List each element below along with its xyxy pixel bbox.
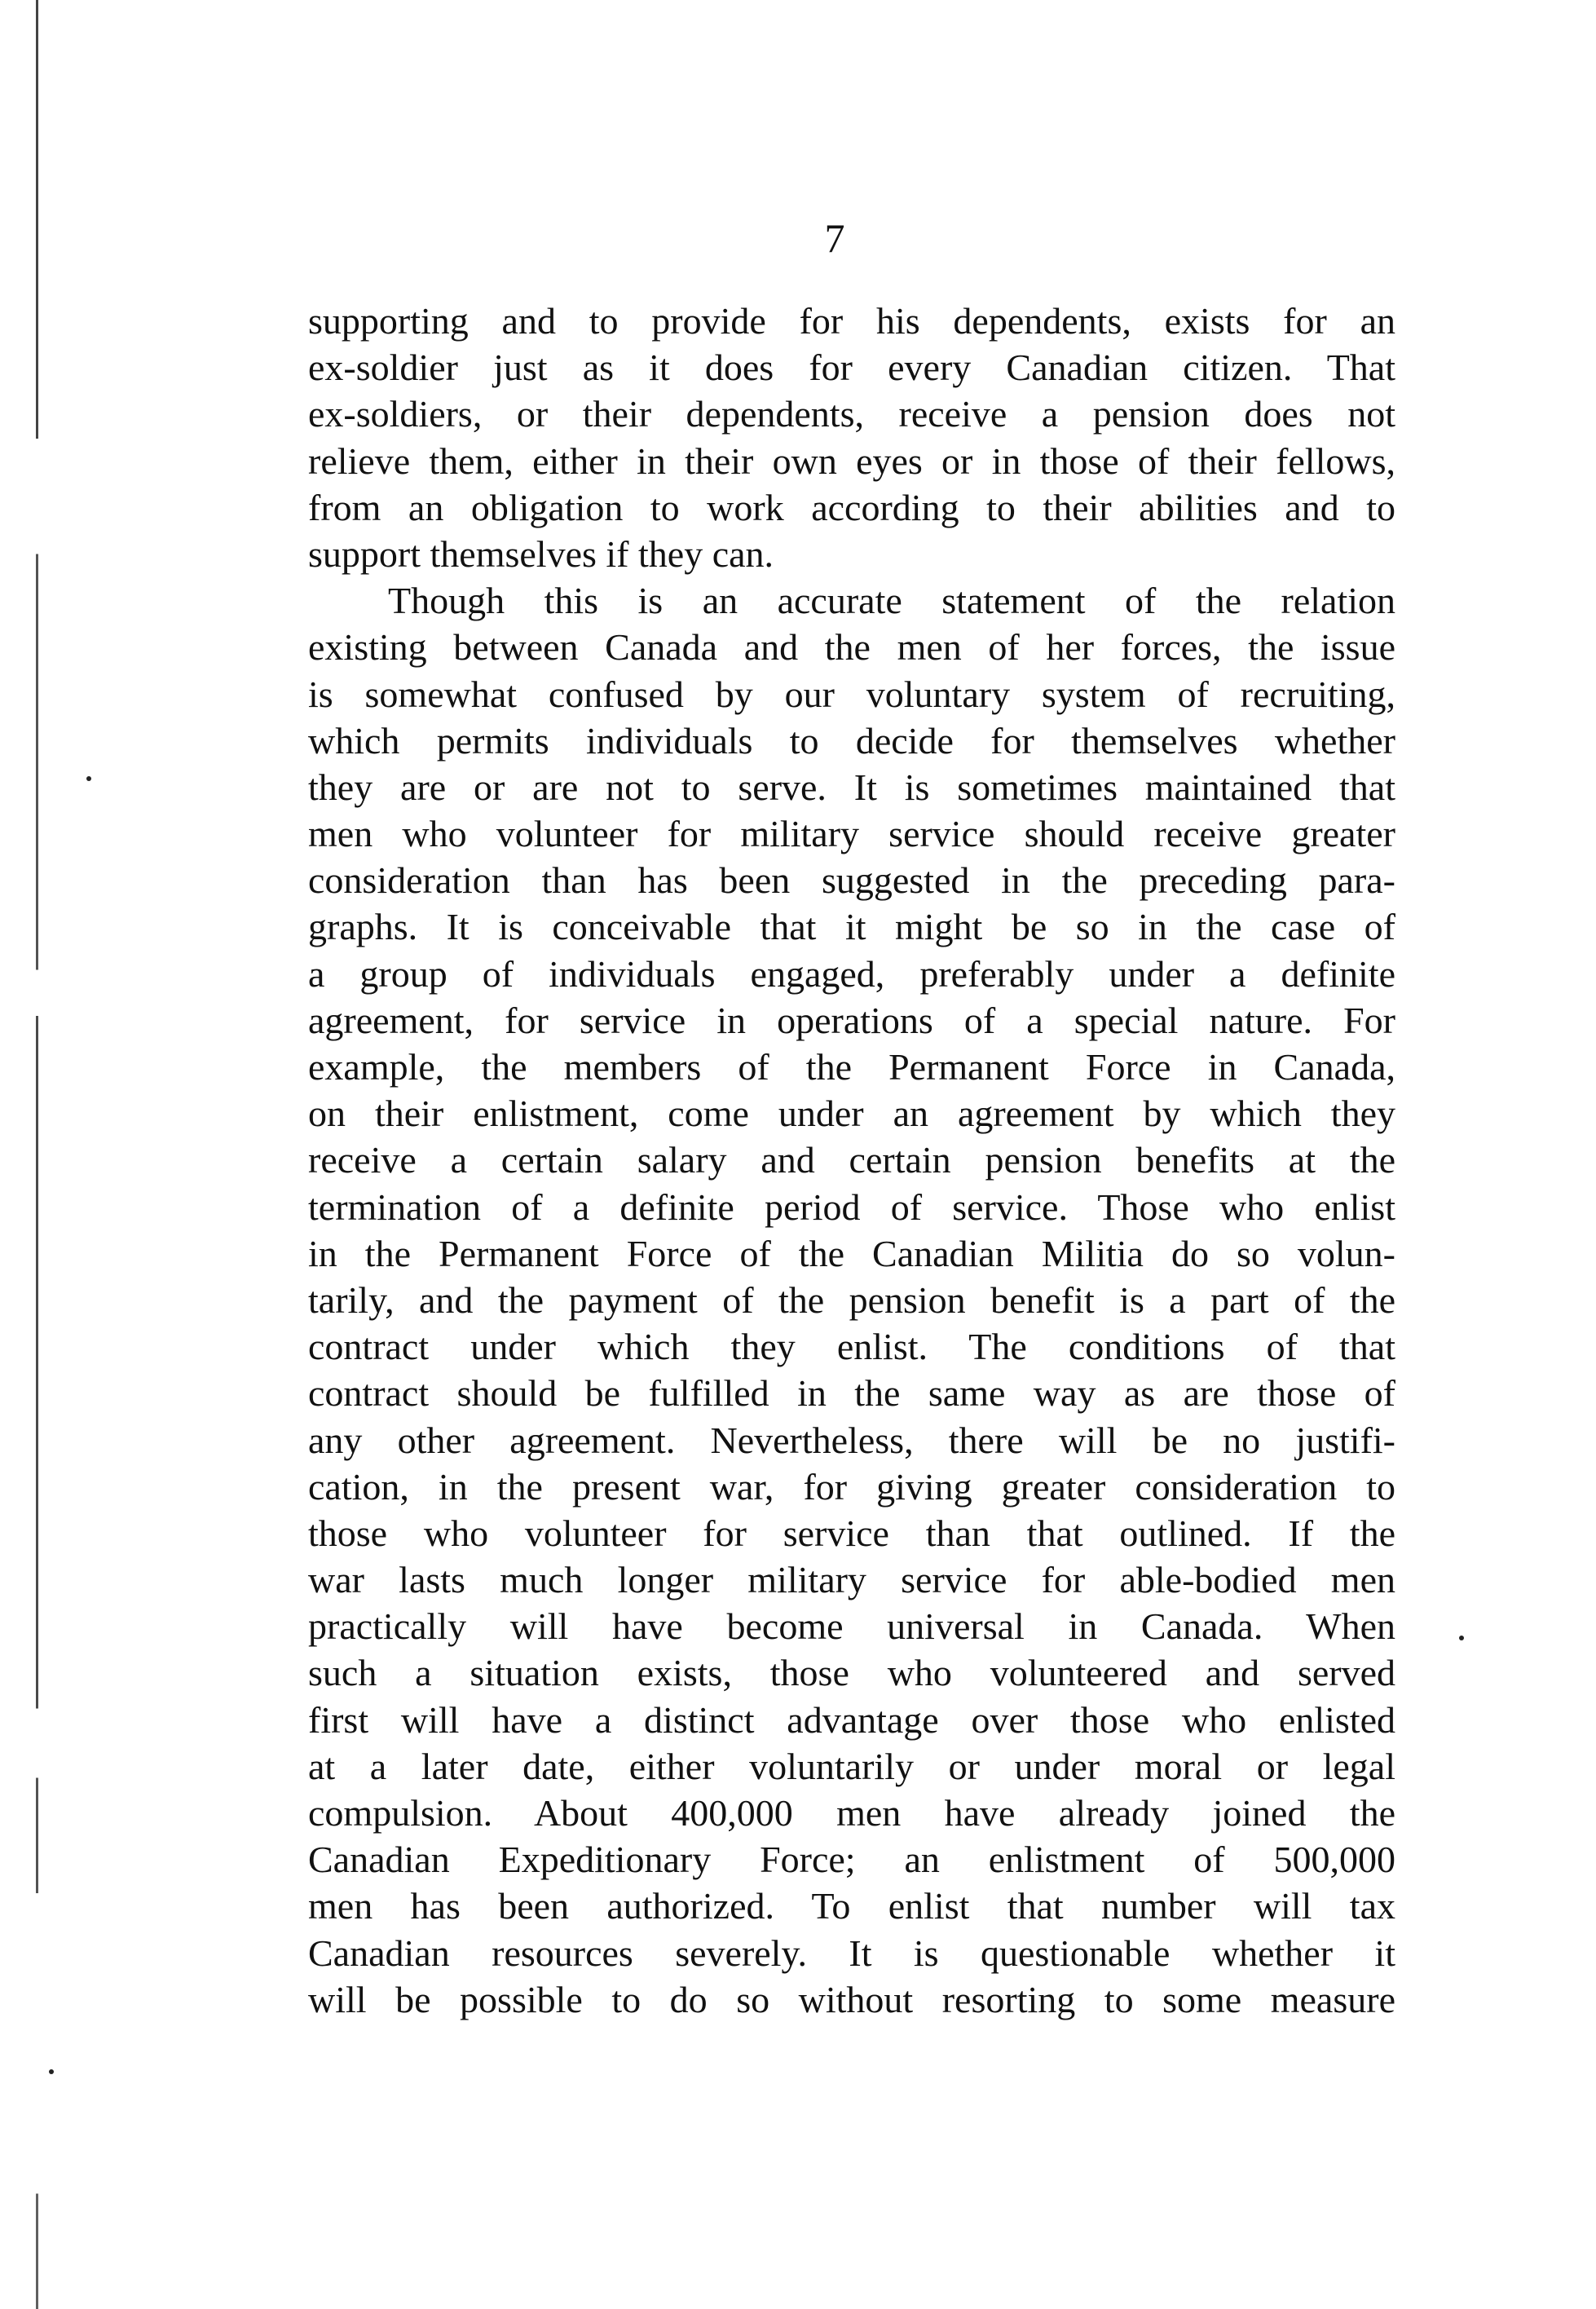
text-line: in the Permanent Force of the Canadian Militia do so volun- [308,1232,1395,1274]
text-line: from an obligation to work according to their abilities and to [308,486,1395,528]
text-line: relieve them, either in their own eyes or in those of their fellows, [308,439,1395,482]
text-line: those who volunteer for service than that outlined. If the [308,1512,1395,1554]
text-line: existing between Canada and the men of her forces, the issue [308,626,1395,669]
scan-speck [86,776,91,781]
text-line: any other agreement. Nevertheless, there will be no justifi- [308,1419,1395,1461]
text-line: ex-soldiers, or their dependents, receive a pension does not [308,393,1395,435]
text-line: compulsion. About 400,000 men have already joined the [308,1792,1395,1834]
text-line: consideration than has been suggested in the preceding para- [308,859,1395,902]
text-line: first will have a distinct advantage over those who enlisted [308,1698,1395,1741]
text-line: contract should be fulfilled in the same way as are those of [308,1372,1395,1415]
text-line: is somewhat confused by our voluntary system of recruiting, [308,673,1395,715]
text-line: tarily, and the payment of the pension benefit is a part of the [308,1278,1395,1321]
text-line: a group of individuals engaged, preferably under a definite [308,952,1395,995]
text-line: on their enlistment, come under an agreement by which they [308,1093,1395,1135]
text-line: supporting and to provide for his dependents, exists for an [308,300,1395,342]
scan-speck [49,2069,54,2074]
text-line: support themselves if they can. [308,532,774,575]
paragraph-start: Though this is an accurate statement of the relation [388,580,1395,622]
text-line: men has been authorized. To enlist that number will tax [308,1885,1395,1927]
scan-speck [1459,1636,1464,1640]
text-line: graphs. It is conceivable that it might be so in the case of [308,906,1395,948]
text-line: such a situation exists, those who volunteered and served [308,1652,1395,1694]
body-text [308,298,1395,2023]
scan-binding-edge [36,0,38,2309]
text-line: at a later date, either voluntarily or under moral or legal [308,1745,1395,1787]
text-line: Canadian resources severely. It is questionable whether it [308,1932,1395,1974]
text-line: cation, in the present war, for giving greater consideration to [308,1465,1395,1508]
text-line: contract under which they enlist. The conditions of that [308,1326,1395,1368]
text-line: agreement, for service in operations of a special nature. For [308,999,1395,1041]
text-line: ex-soldier just as it does for every Canadian citizen. That [308,347,1395,389]
text-line: war lasts much longer military service for able-bodied men [308,1559,1395,1601]
page-number: 7 [824,215,845,261]
text-line: Canadian Expeditionary Force; an enlistment of 500,000 [308,1839,1395,1881]
text-line: will be possible to do so without resorting to some measure [308,1978,1395,2020]
text-line: practically will have become universal in Canada. When [308,1605,1395,1648]
text-line: example, the members of the Permanent Force in Canada, [308,1046,1395,1088]
text-line: receive a certain salary and certain pension benefits at the [308,1139,1395,1181]
text-line: men who volunteer for military service should receive greater [308,813,1395,855]
text-line: termination of a definite period of service. Those who enlist [308,1185,1395,1228]
text-line: which permits individuals to decide for themselves whether [308,719,1395,762]
text-line: they are or are not to serve. It is sometimes maintained that [308,766,1395,808]
